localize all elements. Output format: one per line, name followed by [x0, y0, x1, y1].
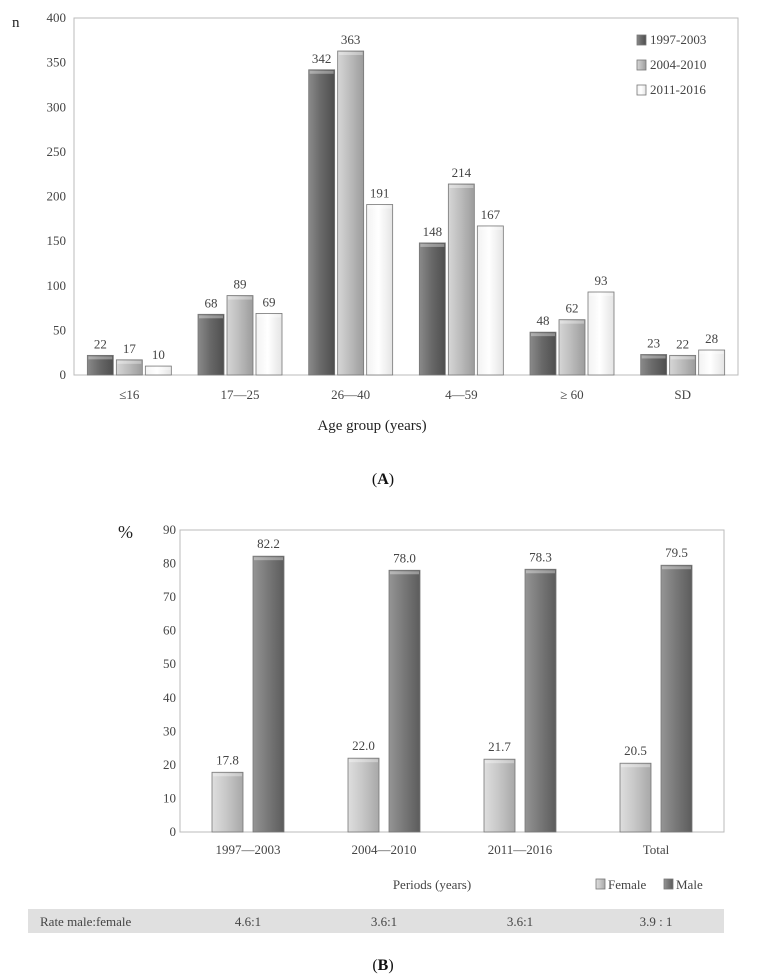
- panel-a-xlabel: Age group (years): [317, 418, 427, 434]
- data-label: 17.8: [216, 752, 239, 768]
- legend-label: 2011-2016: [650, 82, 706, 97]
- data-label: 23: [647, 335, 661, 351]
- x-tick-label: 1997—2003: [215, 842, 281, 857]
- y-tick-label: 50: [163, 656, 176, 672]
- legend-label: Male: [676, 877, 703, 892]
- y-tick-label: 50: [53, 322, 66, 338]
- x-tick-label: 2011—2016: [487, 842, 553, 857]
- data-label: 22: [93, 336, 107, 352]
- data-label: 21.7: [488, 739, 511, 755]
- panel-b-ylabel: %: [118, 522, 133, 542]
- bar: [87, 355, 113, 375]
- rate-table-cell: 3.9 : 1: [639, 914, 673, 929]
- bar: [559, 320, 585, 375]
- data-label: 48: [536, 313, 550, 329]
- data-label: 363: [340, 32, 361, 48]
- panel-b-xlabel: Periods (years): [392, 877, 472, 892]
- bar: [670, 355, 696, 375]
- data-label: 69: [262, 294, 276, 310]
- data-label: 68: [204, 295, 218, 311]
- x-tick-label: ≥ 60: [560, 387, 584, 402]
- bar: [448, 184, 474, 375]
- bar: [484, 759, 515, 832]
- y-tick-label: 90: [163, 522, 176, 537]
- data-label: 22.0: [352, 738, 375, 754]
- bar: [661, 565, 692, 832]
- bar: [145, 366, 171, 375]
- panel-b-label: (B): [372, 957, 394, 974]
- x-tick-label: SD: [674, 387, 691, 402]
- bar: [212, 772, 243, 832]
- x-tick-label: 2004—2010: [351, 842, 417, 857]
- bar: [419, 243, 445, 375]
- y-tick-label: 300: [46, 99, 66, 115]
- y-tick-label: 80: [163, 555, 176, 571]
- data-label: 78.0: [393, 550, 416, 566]
- panel-a-plot-area: [74, 18, 738, 375]
- legend-label: 1997-2003: [650, 32, 707, 47]
- y-tick-label: 350: [46, 54, 66, 70]
- bar: [256, 313, 282, 375]
- data-label: 79.5: [665, 545, 688, 561]
- panel-a-ylabel: n: [12, 15, 20, 31]
- data-label: 148: [422, 223, 443, 239]
- bar: [338, 51, 364, 375]
- legend-label: 2004-2010: [650, 57, 707, 72]
- data-label: 22: [676, 336, 690, 352]
- data-label: 93: [594, 272, 608, 288]
- y-tick-label: 20: [163, 756, 176, 772]
- legend-entry: [637, 57, 706, 72]
- bar: [389, 570, 420, 832]
- legend-label: Female: [608, 877, 647, 892]
- bar: [620, 763, 651, 832]
- bar: [348, 758, 379, 832]
- data-label: 62: [565, 300, 579, 316]
- data-label: 10: [151, 347, 165, 363]
- y-tick-label: 200: [46, 188, 66, 204]
- y-tick-label: 30: [163, 723, 176, 739]
- bar: [641, 354, 667, 375]
- data-label: 167: [480, 206, 501, 222]
- data-label: 214: [451, 165, 472, 181]
- bar: [198, 314, 224, 375]
- y-tick-label: 0: [169, 824, 176, 839]
- y-tick-label: 150: [46, 233, 66, 249]
- data-label: 28: [705, 331, 719, 347]
- bar: [588, 292, 614, 375]
- rate-table-cell: 3.6:1: [506, 914, 534, 929]
- bar: [525, 569, 556, 832]
- bar: [367, 205, 393, 375]
- y-tick-label: 40: [163, 689, 176, 705]
- panel-a-label: (A): [371, 471, 395, 488]
- data-label: 17: [122, 340, 136, 356]
- rate-table-cell: 4.6:1: [234, 914, 262, 929]
- y-tick-label: 10: [163, 790, 176, 806]
- rate-table-cell: 3.6:1: [370, 914, 398, 929]
- panel-a-letter: A: [377, 471, 389, 488]
- legend-entry: [637, 82, 706, 97]
- y-tick-label: 100: [46, 277, 66, 293]
- x-tick-label: 4—59: [445, 387, 478, 402]
- bar: [309, 70, 335, 375]
- rate-table-label: Rate male:female: [40, 914, 132, 929]
- bar: [227, 296, 253, 375]
- legend-entry: [664, 877, 703, 892]
- bar: [699, 350, 725, 375]
- data-label: 191: [369, 185, 390, 201]
- data-label: 89: [233, 276, 247, 292]
- x-tick-label: Total: [642, 842, 670, 857]
- legend-entry: [637, 32, 706, 47]
- y-tick-label: 60: [163, 622, 176, 638]
- x-tick-label: ≤16: [119, 387, 140, 402]
- data-label: 20.5: [624, 743, 647, 759]
- y-tick-label: 70: [163, 589, 176, 605]
- y-tick-label: 400: [46, 10, 66, 25]
- bar: [477, 226, 503, 375]
- bar: [530, 332, 556, 375]
- y-tick-label: 0: [59, 367, 66, 382]
- bar: [116, 360, 142, 375]
- panel-b-letter: B: [377, 957, 389, 974]
- x-tick-label: 17—25: [220, 387, 260, 402]
- y-tick-label: 250: [46, 143, 66, 159]
- x-tick-label: 26—40: [331, 387, 371, 402]
- data-label: 82.2: [257, 536, 280, 552]
- data-label: 342: [311, 50, 332, 66]
- legend-entry: [596, 877, 646, 892]
- data-label: 78.3: [529, 549, 552, 565]
- bar: [253, 556, 284, 832]
